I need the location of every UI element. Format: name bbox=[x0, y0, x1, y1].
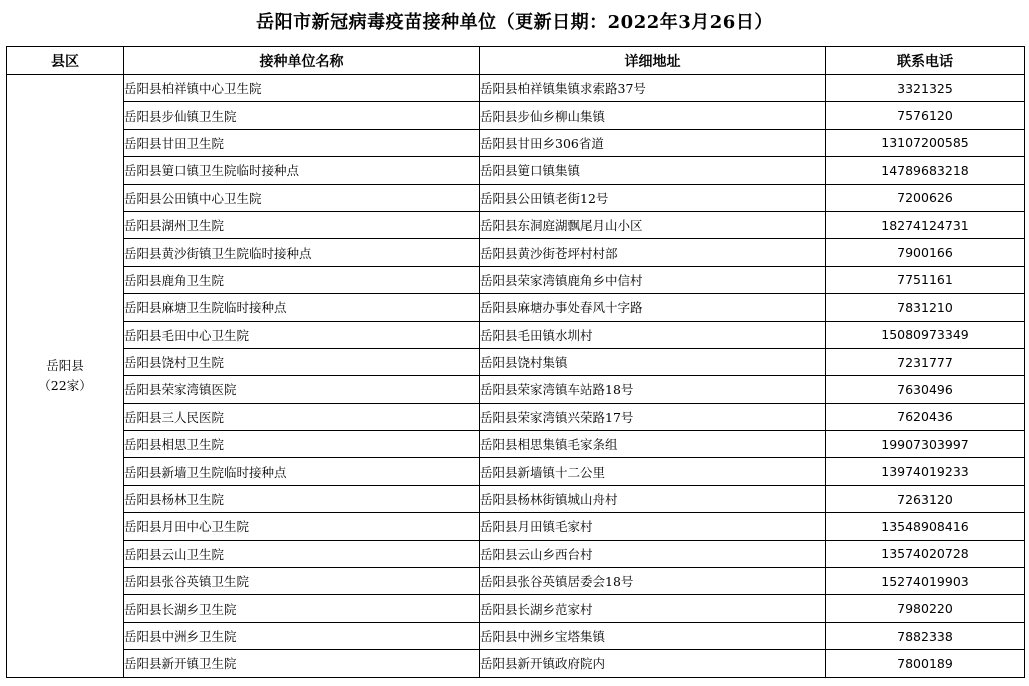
table-row bbox=[7, 568, 1025, 595]
address-cell: 岳阳县黄沙街苍坪村村部 bbox=[480, 239, 826, 266]
table-row bbox=[7, 540, 1025, 567]
table-row bbox=[7, 348, 1025, 375]
address-cell: 岳阳县饶村集镇 bbox=[480, 348, 826, 375]
phone-cell: 7200626 bbox=[826, 184, 1025, 211]
site-name-cell: 岳阳县毛田中心卫生院 bbox=[124, 321, 480, 348]
phone-cell: 7900166 bbox=[826, 239, 1025, 266]
site-name-cell: 岳阳县湖州卫生院 bbox=[124, 211, 480, 238]
phone-cell: 7831210 bbox=[826, 294, 1025, 321]
table-row bbox=[7, 431, 1025, 458]
site-name-cell: 岳阳县步仙镇卫生院 bbox=[124, 102, 480, 129]
phone-cell: 7263120 bbox=[826, 485, 1025, 512]
table-row bbox=[7, 403, 1025, 430]
table-row bbox=[7, 321, 1025, 348]
site-name-cell: 岳阳县甘田卫生院 bbox=[124, 129, 480, 156]
site-name-cell: 岳阳县柏祥镇中心卫生院 bbox=[124, 75, 480, 102]
table-row bbox=[7, 485, 1025, 512]
site-name-cell: 岳阳县荣家湾镇医院 bbox=[124, 376, 480, 403]
table-row bbox=[7, 75, 1025, 102]
address-cell: 岳阳县步仙乡柳山集镇 bbox=[480, 102, 826, 129]
phone-cell: 13574020728 bbox=[826, 540, 1025, 567]
phone-cell: 7800189 bbox=[826, 650, 1025, 677]
header-site-name: 接种单位名称 bbox=[124, 47, 480, 75]
site-name-cell: 岳阳县云山卫生院 bbox=[124, 540, 480, 567]
address-cell: 岳阳县麻塘办事处春风十字路 bbox=[480, 294, 826, 321]
phone-cell: 7620436 bbox=[826, 403, 1025, 430]
site-name-cell: 岳阳县三人民医院 bbox=[124, 403, 480, 430]
site-name-cell: 岳阳县相思卫生院 bbox=[124, 431, 480, 458]
address-cell: 岳阳县柏祥镇集镇求索路37号 bbox=[480, 75, 826, 102]
header-county: 县区 bbox=[7, 47, 124, 75]
table-row bbox=[7, 239, 1025, 266]
site-name-cell: 岳阳县饶村卫生院 bbox=[124, 348, 480, 375]
header-address: 详细地址 bbox=[480, 47, 826, 75]
address-cell: 岳阳县荣家湾镇车站路18号 bbox=[480, 376, 826, 403]
phone-cell: 7980220 bbox=[826, 595, 1025, 622]
site-name-cell: 岳阳县月田中心卫生院 bbox=[124, 513, 480, 540]
site-name-cell: 岳阳县黄沙街镇卫生院临时接种点 bbox=[124, 239, 480, 266]
table-row bbox=[7, 266, 1025, 293]
site-name-cell: 岳阳县麻塘卫生院临时接种点 bbox=[124, 294, 480, 321]
address-cell: 岳阳县月田镇毛家村 bbox=[480, 513, 826, 540]
address-cell: 岳阳县张谷英镇居委会18号 bbox=[480, 568, 826, 595]
address-cell: 岳阳县新开镇政府院内 bbox=[480, 650, 826, 677]
address-cell: 岳阳县公田镇老街12号 bbox=[480, 184, 826, 211]
table-header bbox=[7, 47, 1025, 75]
county-name: 岳阳县 bbox=[46, 357, 84, 373]
site-name-cell: 岳阳县张谷英镇卫生院 bbox=[124, 568, 480, 595]
site-name-cell: 岳阳县中洲乡卫生院 bbox=[124, 622, 480, 649]
address-cell: 岳阳县筻口镇集镇 bbox=[480, 157, 826, 184]
address-cell: 岳阳县相思集镇毛家条组 bbox=[480, 431, 826, 458]
county-site-count: （22家） bbox=[38, 377, 92, 393]
address-cell: 岳阳县东洞庭湖飘尾月山小区 bbox=[480, 211, 826, 238]
county-cell bbox=[7, 75, 124, 678]
phone-cell: 13548908416 bbox=[826, 513, 1025, 540]
table-row bbox=[7, 650, 1025, 677]
site-name-cell: 岳阳县公田镇中心卫生院 bbox=[124, 184, 480, 211]
site-name-cell: 岳阳县鹿角卫生院 bbox=[124, 266, 480, 293]
address-cell: 岳阳县中洲乡宝塔集镇 bbox=[480, 622, 826, 649]
address-cell: 岳阳县新墙镇十二公里 bbox=[480, 458, 826, 485]
phone-cell: 15274019903 bbox=[826, 568, 1025, 595]
table-row bbox=[7, 211, 1025, 238]
table-row bbox=[7, 294, 1025, 321]
phone-cell: 7576120 bbox=[826, 102, 1025, 129]
table-row bbox=[7, 513, 1025, 540]
table-row bbox=[7, 129, 1025, 156]
site-name-cell: 岳阳县新开镇卫生院 bbox=[124, 650, 480, 677]
phone-cell: 15080973349 bbox=[826, 321, 1025, 348]
phone-cell: 7751161 bbox=[826, 266, 1025, 293]
site-name-cell: 岳阳县杨林卫生院 bbox=[124, 485, 480, 512]
table-row bbox=[7, 184, 1025, 211]
site-name-cell: 岳阳县长湖乡卫生院 bbox=[124, 595, 480, 622]
address-cell: 岳阳县荣家湾镇兴荣路17号 bbox=[480, 403, 826, 430]
table-body bbox=[7, 75, 1025, 678]
address-cell: 岳阳县甘田乡306省道 bbox=[480, 129, 826, 156]
table-row bbox=[7, 376, 1025, 403]
site-name-cell: 岳阳县新墙卫生院临时接种点 bbox=[124, 458, 480, 485]
phone-cell: 3321325 bbox=[826, 75, 1025, 102]
phone-cell: 7231777 bbox=[826, 348, 1025, 375]
phone-cell: 7630496 bbox=[826, 376, 1025, 403]
phone-cell: 14789683218 bbox=[826, 157, 1025, 184]
vaccination-sites-table bbox=[6, 46, 1025, 678]
site-name-cell: 岳阳县筻口镇卫生院临时接种点 bbox=[124, 157, 480, 184]
address-cell: 岳阳县荣家湾镇鹿角乡中信村 bbox=[480, 266, 826, 293]
phone-cell: 13107200585 bbox=[826, 129, 1025, 156]
table-row bbox=[7, 595, 1025, 622]
phone-cell: 7882338 bbox=[826, 622, 1025, 649]
phone-cell: 13974019233 bbox=[826, 458, 1025, 485]
header-row bbox=[7, 47, 1025, 75]
table-row bbox=[7, 157, 1025, 184]
header-phone: 联系电话 bbox=[826, 47, 1025, 75]
table-row bbox=[7, 102, 1025, 129]
table-row bbox=[7, 622, 1025, 649]
phone-cell: 18274124731 bbox=[826, 211, 1025, 238]
address-cell: 岳阳县云山乡西台村 bbox=[480, 540, 826, 567]
address-cell: 岳阳县长湖乡范家村 bbox=[480, 595, 826, 622]
address-cell: 岳阳县杨林街镇城山舟村 bbox=[480, 485, 826, 512]
address-cell: 岳阳县毛田镇水圳村 bbox=[480, 321, 826, 348]
table-row bbox=[7, 458, 1025, 485]
phone-cell: 19907303997 bbox=[826, 431, 1025, 458]
page-title: 岳阳市新冠病毒疫苗接种单位（更新日期：2022年3月26日） bbox=[256, 12, 773, 33]
